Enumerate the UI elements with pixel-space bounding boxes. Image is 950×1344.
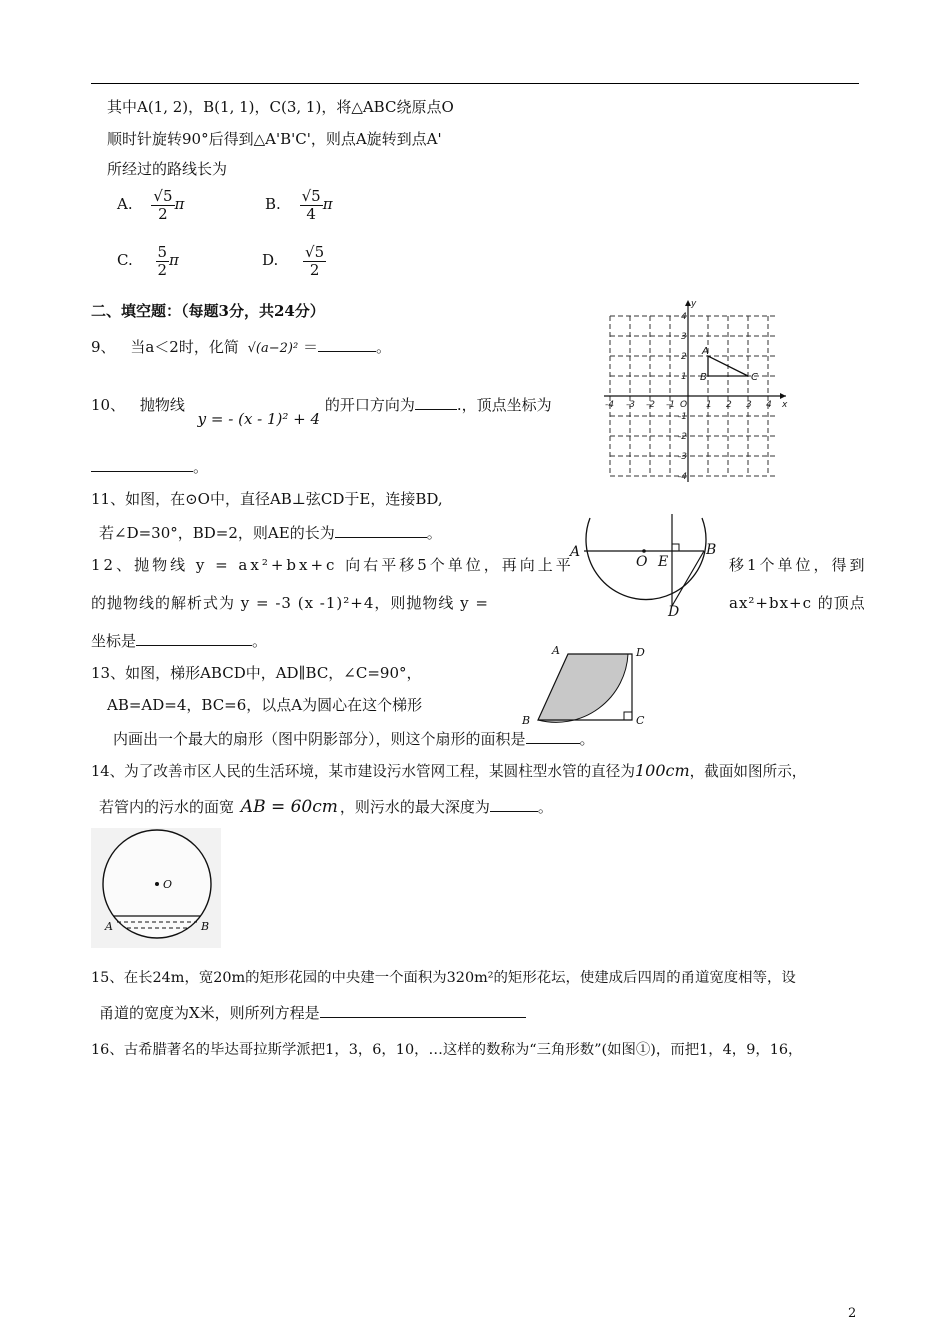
- trap-label-a: A: [552, 644, 560, 657]
- q11-line2: [99, 522, 442, 543]
- q8-option-b[interactable]: [265, 188, 333, 222]
- q13-line3: [113, 728, 595, 749]
- pipe-label-a: A: [105, 920, 113, 933]
- circle-label-b: B: [706, 542, 717, 558]
- q10-vertex-blank[interactable]: [91, 457, 193, 472]
- x-axis-arrow-icon: [780, 393, 786, 399]
- segment-bd: [672, 551, 704, 606]
- circle-label-e: E: [658, 554, 669, 570]
- q9: [91, 336, 391, 357]
- option-pi: π: [174, 195, 185, 213]
- q11-end: 。: [426, 524, 442, 542]
- option-fraction: [156, 244, 170, 278]
- q11-answer-blank[interactable]: [335, 523, 427, 538]
- q14-diameter: 100cm: [634, 761, 690, 780]
- q16-line1: 16、古希腊著名的毕达哥拉斯学派把1，3，6，10，…这样的数称为“三角形数”(如图①)，而把1，4，9，16，: [91, 1042, 803, 1058]
- q15-answer-blank[interactable]: [320, 1003, 526, 1018]
- option-numerator: 5: [157, 243, 168, 261]
- option-fraction: [300, 188, 323, 222]
- right-angle-mark: [672, 544, 679, 551]
- q10: [91, 394, 552, 428]
- option-key: A.: [117, 195, 133, 213]
- option-numerator: √5: [305, 243, 325, 261]
- x-tick: -3: [626, 400, 635, 410]
- q9-text: 当a＜2时，化简: [130, 338, 239, 356]
- q8-option-a[interactable]: [117, 188, 184, 222]
- center-point: [642, 549, 646, 553]
- q14-text1: 14、为了改善市区人民的生活环境，某市建设污水管网工程，某圆柱型水管的直径为: [91, 763, 635, 780]
- x-tick: 1: [706, 400, 712, 410]
- y-tick: -4: [678, 472, 687, 482]
- trap-label-b: B: [522, 714, 531, 727]
- q10-number: 10、: [91, 396, 126, 414]
- circle-label-a: A: [570, 544, 581, 560]
- page-number: 2: [848, 1306, 857, 1321]
- q13-text: 内画出一个最大的扇形（图中阴影部分），则这个扇形的面积是: [113, 730, 526, 748]
- point-a-label: A: [702, 346, 709, 357]
- y-tick: -1: [678, 412, 687, 422]
- option-pi: π: [169, 251, 179, 269]
- y-tick: 4: [681, 312, 687, 322]
- pipe-center-point: [155, 882, 159, 886]
- x-tick: -1: [666, 400, 675, 410]
- option-denominator: 4: [306, 204, 316, 223]
- option-denominator: 2: [158, 204, 168, 223]
- q12-line3: [91, 630, 267, 651]
- q10-end: 。: [193, 458, 209, 476]
- q14-end: 。: [537, 798, 553, 816]
- option-denominator: 2: [157, 260, 168, 279]
- right-angle-mark: [624, 712, 632, 720]
- section-title: 二、填空题：（每题3分，共24分）: [91, 302, 325, 320]
- option-fraction: [303, 244, 326, 278]
- option-numerator: √5: [301, 187, 321, 205]
- q14-line1: [91, 760, 806, 781]
- q10-text2: 的开口方向为: [324, 396, 415, 414]
- q12-end: 。: [252, 632, 268, 650]
- header-rule: [91, 83, 859, 84]
- option-key: D.: [262, 251, 279, 269]
- q15-text: 甬道的宽度为X米，则所列方程是: [99, 1004, 320, 1022]
- q10-line2: [91, 456, 208, 477]
- circle-label-d: D: [668, 604, 680, 618]
- q10-expr: y = - (x - 1)² + 4: [197, 410, 321, 428]
- y-tick: 2: [681, 352, 687, 362]
- pipe-label-o: O: [163, 878, 173, 891]
- q12-answer-blank[interactable]: [136, 631, 252, 646]
- q9-expr: √(a−2)²: [247, 341, 299, 356]
- q13-line1: 13、如图，梯形ABCD中，AD∥BC，∠C=90°，: [91, 664, 422, 682]
- q8-option-d[interactable]: [262, 244, 326, 278]
- option-key: C.: [117, 251, 133, 269]
- x-tick: 3: [746, 400, 752, 410]
- q10-text3: .，顶点坐标为: [456, 396, 552, 414]
- trap-label-d: D: [636, 646, 645, 659]
- pipe-figure: [91, 828, 221, 948]
- q11-line1: 11、如图，在⊙O中，直径AB⊥弦CD于E，连接BD,: [91, 490, 443, 508]
- q15-line1: 15、在长24m，宽20m的矩形花园的中央建一个面积为320m²的矩形花坛，使建成后四周的甬道宽度相等，设: [91, 970, 796, 986]
- y-tick: -3: [678, 452, 687, 462]
- q9-answer-blank[interactable]: [318, 337, 376, 352]
- y-tick: 3: [681, 332, 687, 342]
- q8-option-c[interactable]: [117, 244, 179, 278]
- q14-text2: ，截面如图所示，: [689, 763, 807, 780]
- option-fraction: [151, 188, 174, 222]
- q13-answer-blank[interactable]: [526, 729, 580, 744]
- q14-text4: ，则污水的最大深度为: [339, 798, 490, 816]
- q15-line2: [99, 1002, 526, 1023]
- x-tick: -2: [646, 400, 655, 410]
- trap-label-c: C: [636, 714, 645, 727]
- q12-line2b: ax²+bx+c 的顶点: [729, 594, 866, 612]
- x-tick: 4: [766, 400, 772, 410]
- y-tick: -2: [678, 432, 687, 442]
- q14-width: AB = 60cm: [240, 797, 338, 817]
- q14-answer-blank[interactable]: [490, 797, 538, 812]
- option-key: B.: [265, 195, 281, 213]
- option-denominator: 2: [309, 260, 320, 279]
- shaded-sector: [538, 654, 628, 722]
- q13-line2: AB=AD=4，BC=6，以点A为圆心在这个梯形: [107, 696, 423, 714]
- trapezoid-figure: [518, 642, 660, 728]
- q12-line1a: 12、抛物线 y = ax²+bx+c 向右平移5个单位，再向上平: [91, 556, 574, 574]
- q9-end: 。: [375, 338, 391, 356]
- q10-direction-blank[interactable]: [415, 395, 457, 410]
- q11-text: 若∠D=30°，BD=2，则AE的长为: [99, 524, 335, 542]
- q12-line1b: 移1个单位，得到: [729, 556, 868, 574]
- q10-text: 抛物线: [139, 396, 185, 414]
- point-b-label: B: [700, 372, 707, 383]
- y-axis-label: y: [691, 299, 697, 309]
- pipe-label-b: B: [201, 920, 210, 933]
- q14-line2: [99, 796, 553, 817]
- q8-line3: 所经过的路线长为: [107, 160, 228, 178]
- x-tick: 2: [726, 400, 732, 410]
- q12-text: 坐标是: [91, 632, 137, 650]
- coordinate-grid-figure: [600, 296, 796, 486]
- q8-line1: 其中A(1, 2)，B(1, 1)，C(3, 1)，将△ABC绕原点O: [107, 98, 454, 116]
- q12-line2a: 的抛物线的解析式为 y = -3 (x -1)²+4，则抛物线 y =: [91, 594, 489, 612]
- circle-figure: [566, 514, 726, 618]
- q13-end: 。: [579, 730, 595, 748]
- origin-label: O: [680, 400, 688, 410]
- circle-label-o: O: [636, 554, 648, 570]
- q8-line2: 顺时针旋转90°后得到△A'B'C'，则点A旋转到点A': [107, 130, 442, 148]
- y-tick: 1: [681, 372, 687, 382]
- x-tick: -4: [605, 400, 614, 410]
- q14-text3: 若管内的污水的面宽: [99, 798, 235, 816]
- q9-number: 9、: [91, 338, 116, 356]
- point-c-label: C: [751, 372, 758, 383]
- x-axis-label: x: [782, 400, 788, 410]
- option-pi: π: [322, 195, 333, 213]
- option-numerator: √5: [153, 187, 173, 205]
- q9-equals: ＝: [302, 338, 318, 356]
